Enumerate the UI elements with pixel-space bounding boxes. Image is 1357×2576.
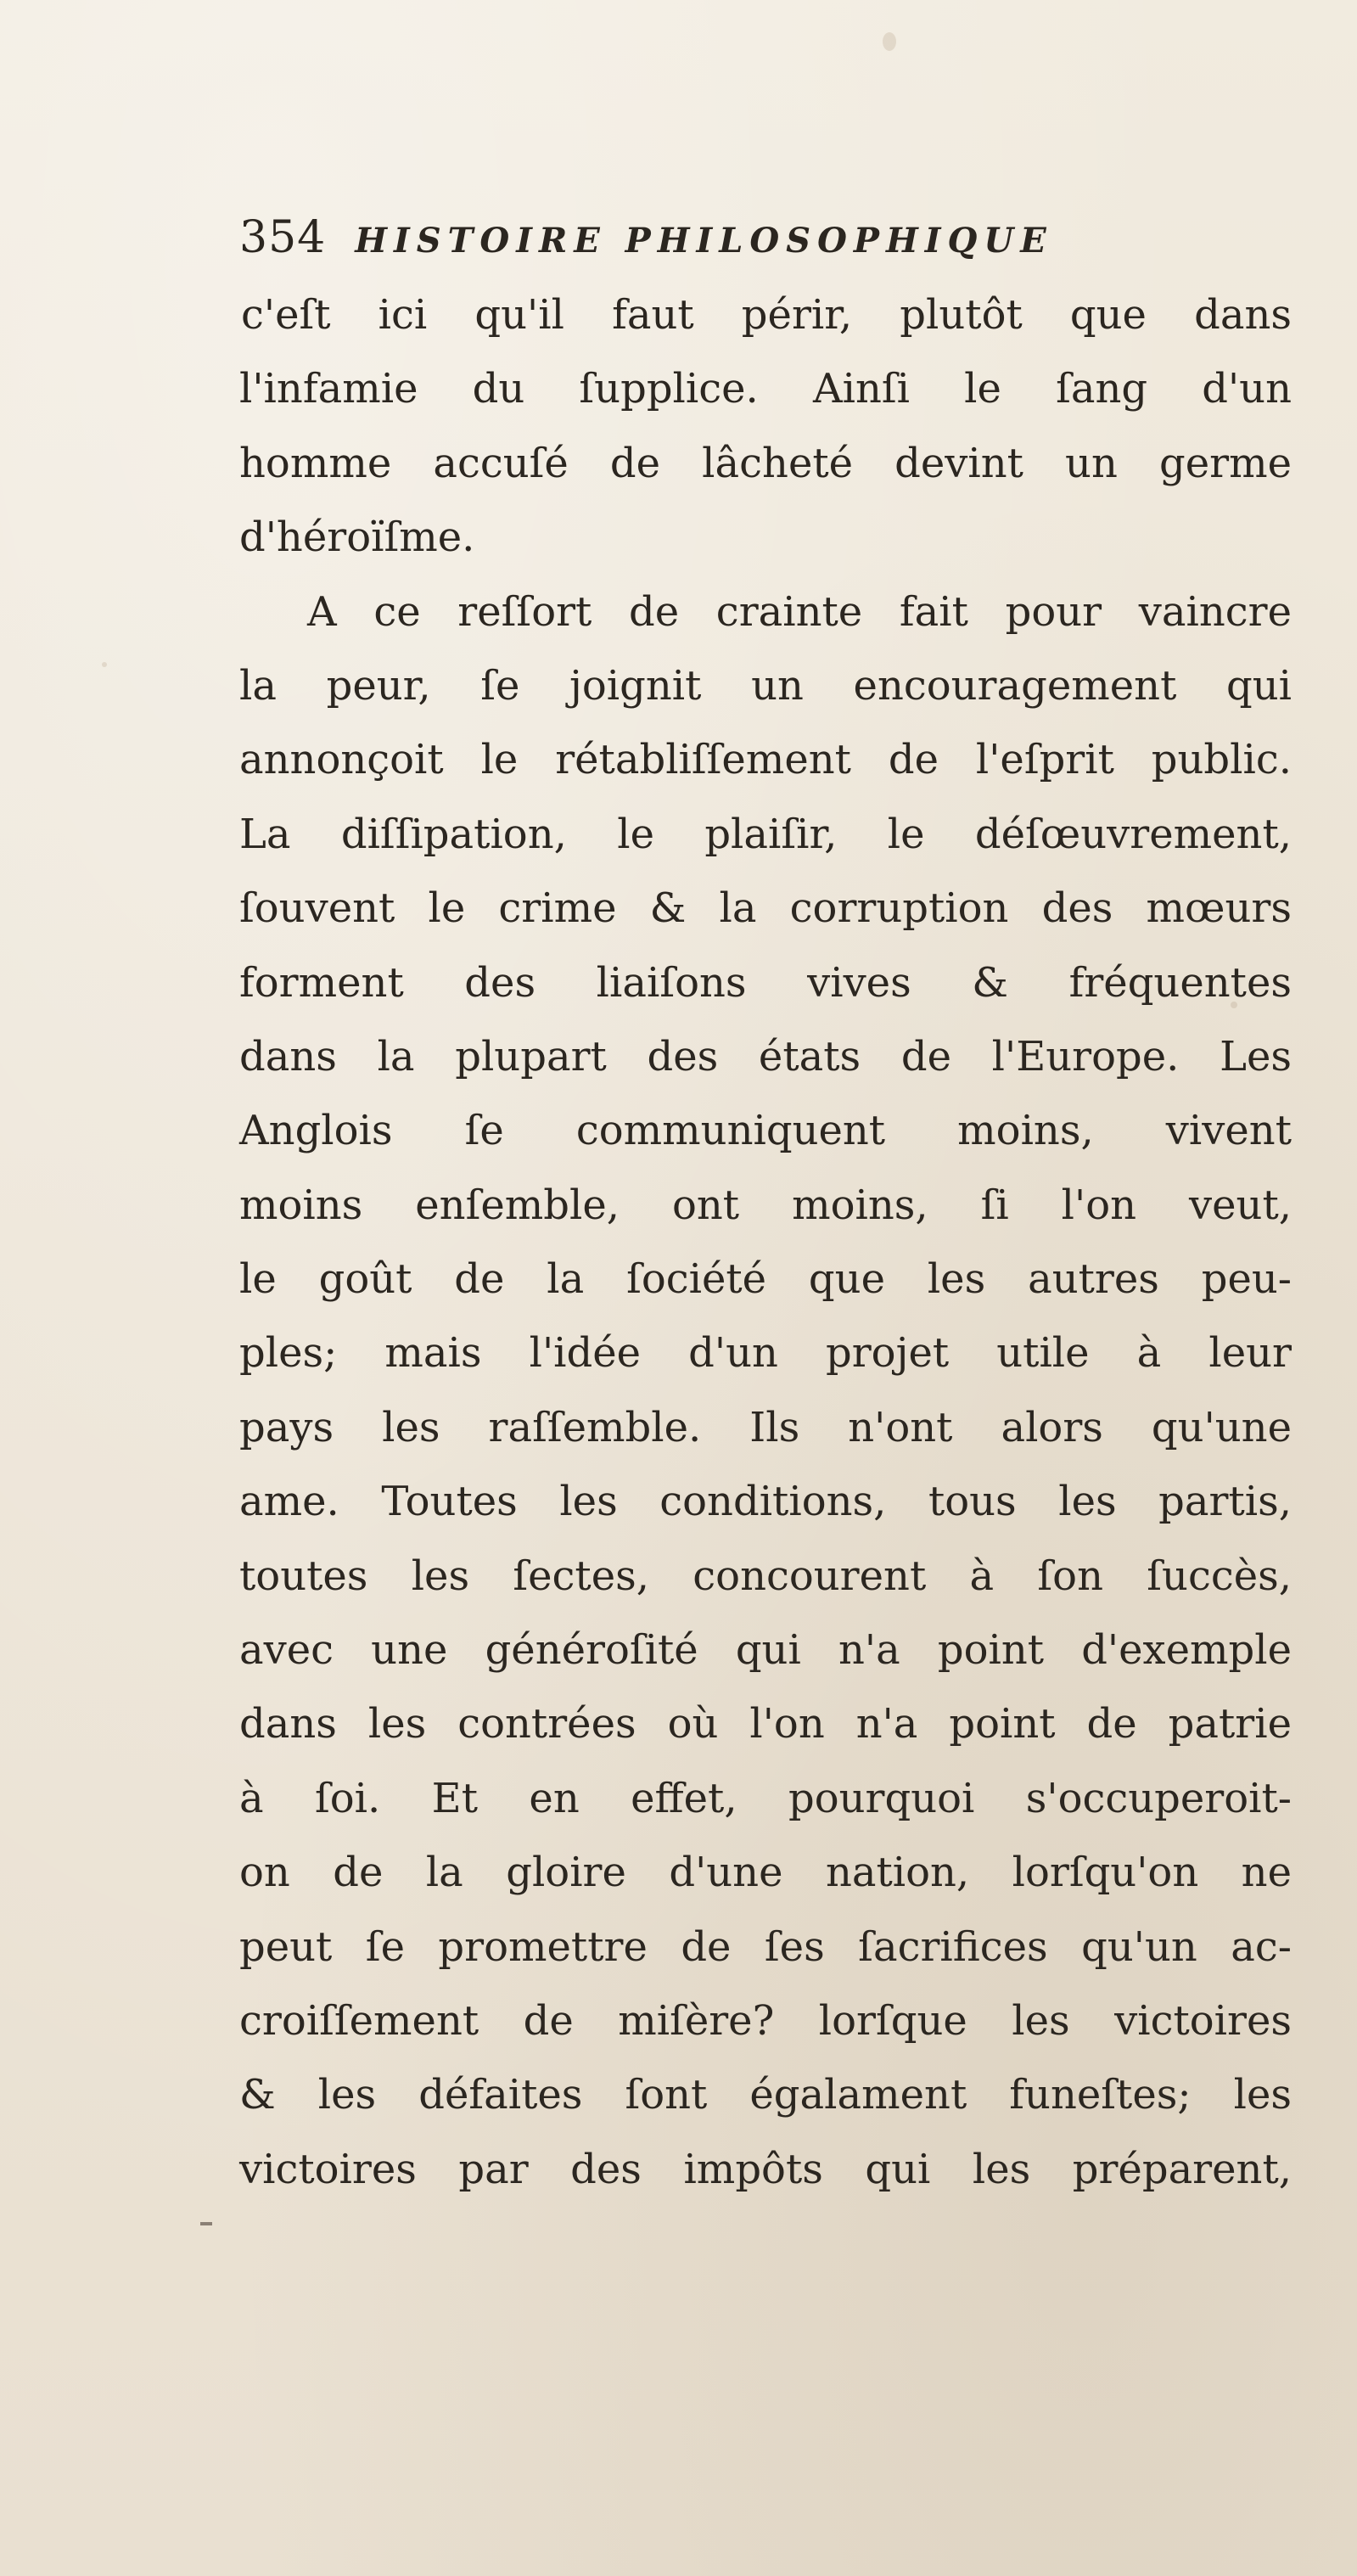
text-line: c'eſt ici qu'il faut périr, plutôt que dans	[241, 291, 1292, 339]
text-line: Anglois ſe communiquent moins, vivent	[239, 1107, 1292, 1155]
text-block	[239, 212, 1292, 2207]
text-line: à ſoi. Et en effet, pourquoi s'occuperoit-	[239, 1774, 1292, 1822]
text-line: la peur, ſe joignit un encouragement qui	[239, 661, 1292, 710]
text-line: croiſſement de miſère? lorſque les victoires	[239, 1996, 1292, 2045]
running-head	[239, 212, 1292, 278]
text-line: annonçoit le rétabliſſement de l'eſprit public.	[239, 736, 1292, 784]
text-line: homme accuſé de lâcheté devint un germe	[239, 439, 1292, 487]
text-line: peut ſe promettre de ſes ſacrifices qu'un ac-	[239, 1922, 1292, 1971]
text-line: forment des liaiſons vives & fréquentes	[239, 958, 1292, 1007]
stray-ink-mark	[200, 2222, 212, 2225]
text-line: ples; mais l'idée d'un projet utile à leur	[239, 1329, 1292, 1378]
text-line: on de la gloire d'une nation, lorſqu'on ne	[239, 1849, 1292, 1897]
paper-stain	[883, 32, 896, 51]
text-line: La diſſipation, le plaiſir, le déſœuvrement,	[239, 810, 1292, 858]
text-line: avec une généroſité qui n'a point d'exemple	[239, 1626, 1292, 1675]
paper-stain	[102, 662, 107, 667]
text-line: dans les contrées où l'on n'a point de patrie	[239, 1700, 1292, 1748]
running-title: HISTOIRE PHILOSOPHIQUE	[355, 221, 1053, 261]
text-line: moins enſemble, ont moins, ſi l'on veut,	[239, 1181, 1292, 1229]
text-line: d'héroïſme.	[239, 514, 475, 562]
text-line: ame. Toutes les conditions, tous les partis,	[239, 1478, 1292, 1526]
paragraph-start-line: A ce reſſort de crainte fait pour vaincre	[307, 587, 1292, 636]
text-line: dans la plupart des états de l'Europe. Les	[239, 1032, 1292, 1080]
text-line: victoires par des impôts qui les préparent,	[239, 2145, 1292, 2193]
text-line: le goût de la ſociété que les autres peu-	[239, 1255, 1292, 1304]
text-line: l'infamie du ſupplice. Ainſi le ſang d'un	[239, 365, 1292, 413]
text-line: ſouvent le crime & la corruption des mœurs	[239, 884, 1292, 933]
text-line: & les défaites ſont égalament funeſtes; les	[239, 2071, 1292, 2119]
text-line: pays les raſſemble. Ils n'ont alors qu'une	[239, 1403, 1292, 1451]
page-number: 354	[239, 212, 327, 263]
text-line: toutes les ſectes, concourent à ſon ſuccès,	[239, 1552, 1292, 1600]
